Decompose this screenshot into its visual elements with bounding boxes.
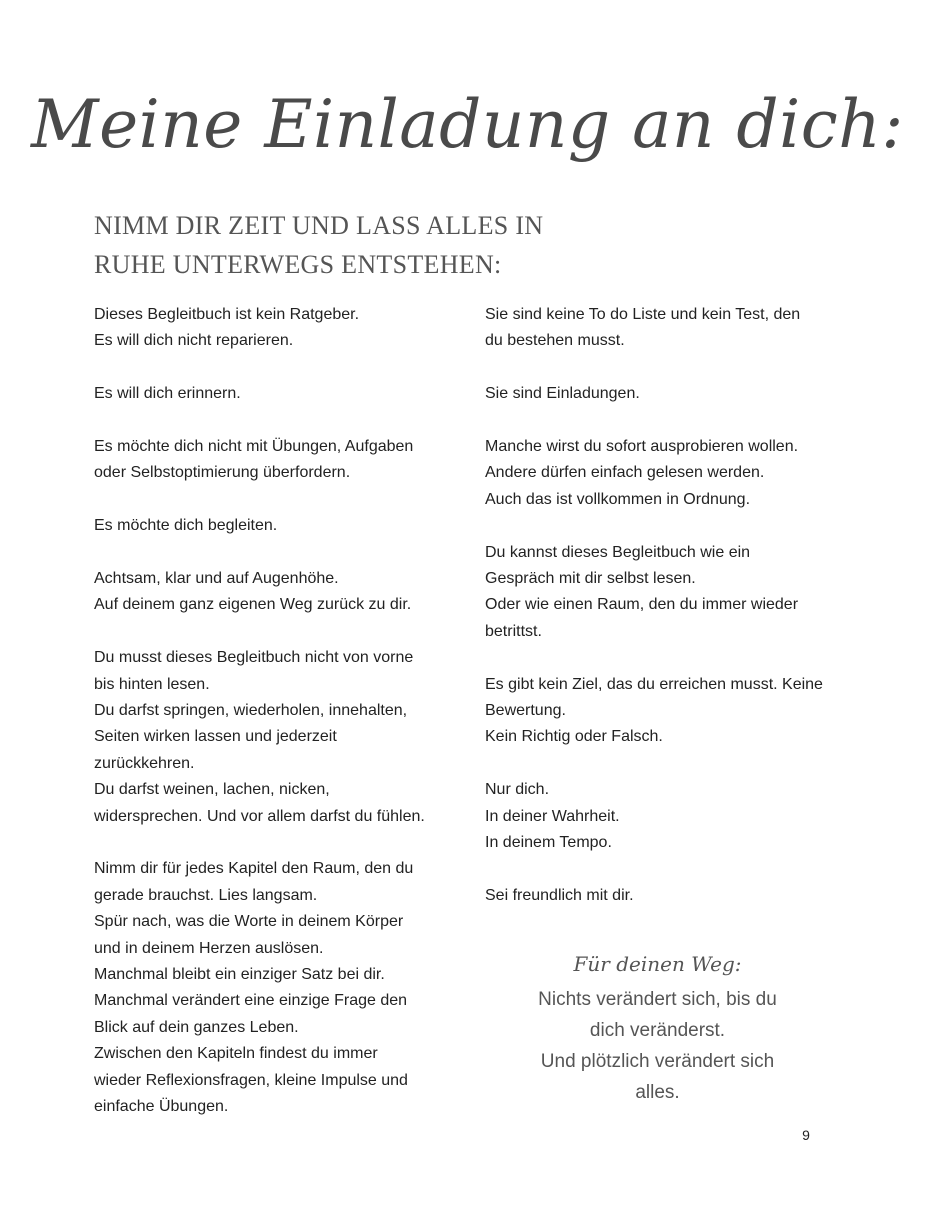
text-line: Gespräch mit dir selbst lesen. bbox=[485, 570, 696, 588]
quote-line: Nichts verändert sich, bis du bbox=[538, 989, 777, 1010]
text-line: betrittst. bbox=[485, 622, 542, 640]
text-line: Nur dich. bbox=[485, 781, 550, 799]
left-text-column bbox=[94, 302, 449, 1147]
text-line: Du darfst springen, wiederholen, innehalten, bbox=[94, 702, 408, 720]
paragraph bbox=[94, 513, 449, 539]
text-line: Du kannst dieses Begleitbuch wie ein bbox=[485, 543, 751, 561]
text-line: Es gibt kein Ziel, das du erreichen musst. Keine bbox=[485, 675, 823, 693]
paragraph bbox=[485, 434, 840, 513]
text-line: In deinem Tempo. bbox=[485, 834, 612, 852]
text-line: Spür nach, was die Worte in deinem Körper bbox=[94, 913, 404, 931]
text-line: bis hinten lesen. bbox=[94, 675, 210, 693]
text-line: Es will dich erinnern. bbox=[94, 385, 241, 403]
text-line: Andere dürfen einfach gelesen werden. bbox=[485, 464, 765, 482]
text-line: Kein Richtig oder Falsch. bbox=[485, 728, 663, 746]
paragraph bbox=[94, 302, 449, 355]
text-line: Manche wirst du sofort ausprobieren wollen. bbox=[485, 438, 799, 455]
paragraph bbox=[94, 434, 449, 487]
text-line: Seiten wirken lassen und jederzeit bbox=[94, 728, 337, 746]
paragraph bbox=[485, 777, 840, 856]
text-line: gerade brauchst. Lies langsam. bbox=[94, 886, 318, 904]
text-line: Blick auf dein ganzes Leben. bbox=[94, 1018, 299, 1036]
text-line: oder Selbstoptimierung überfordern. bbox=[94, 464, 351, 482]
right-text-column bbox=[485, 302, 840, 936]
paragraph bbox=[94, 566, 449, 619]
text-line: Manchmal bleibt ein einziger Satz bei dir. bbox=[94, 966, 385, 984]
text-line: Es möchte dich begleiten. bbox=[94, 517, 278, 535]
paragraph bbox=[485, 302, 840, 355]
paragraph bbox=[94, 381, 449, 407]
quote-box bbox=[485, 948, 830, 1108]
paragraph bbox=[94, 645, 449, 830]
section-subtitle bbox=[94, 206, 594, 284]
text-line: und in deinem Herzen auslösen. bbox=[94, 939, 324, 957]
text-line: einfache Übungen. bbox=[94, 1098, 229, 1116]
quote-line: dich veränderst. bbox=[589, 1020, 726, 1041]
text-line: du bestehen musst. bbox=[485, 332, 625, 350]
paragraph bbox=[485, 672, 840, 751]
text-line: Du musst dieses Begleitbuch nicht von vorne bbox=[94, 649, 414, 667]
text-line: Es will dich nicht reparieren. bbox=[94, 332, 294, 350]
text-line: Manchmal verändert eine einzige Frage den bbox=[94, 992, 408, 1010]
quote-heading: Für deinen Weg: bbox=[573, 952, 742, 976]
text-line: Bewertung. bbox=[485, 702, 566, 720]
text-line: Dieses Begleitbuch ist kein Ratgeber. bbox=[94, 306, 360, 323]
text-line: Sei freundlich mit dir. bbox=[485, 886, 634, 904]
text-line: Auch das ist vollkommen in Ordnung. bbox=[485, 490, 751, 508]
paragraph bbox=[485, 883, 840, 909]
text-line: Es möchte dich nicht mit Übungen, Aufgaben bbox=[94, 438, 414, 455]
subtitle-line: RUHE UNTERWEGS ENTSTEHEN: bbox=[94, 250, 502, 279]
text-line: Nimm dir für jedes Kapitel den Raum, den du bbox=[94, 860, 414, 878]
paragraph bbox=[485, 381, 840, 407]
text-line: wieder Reflexionsfragen, kleine Impulse und bbox=[94, 1071, 408, 1089]
text-line: Achtsam, klar und auf Augenhöhe. bbox=[94, 570, 339, 587]
page-number: 9 bbox=[802, 1127, 810, 1143]
text-line: zurückkehren. bbox=[94, 754, 195, 772]
paragraph bbox=[94, 856, 449, 1120]
text-line: Zwischen den Kapiteln findest du immer bbox=[94, 1045, 378, 1063]
subtitle-line: NIMM DIR ZEIT UND LASS ALLES IN bbox=[94, 211, 544, 240]
text-line: Auf deinem ganz eigenen Weg zurück zu dir. bbox=[94, 596, 412, 614]
text-line: In deiner Wahrheit. bbox=[485, 807, 620, 825]
quote-line: alles. bbox=[635, 1082, 680, 1103]
page-title: Meine Einladung an dich: bbox=[31, 86, 904, 163]
text-line: Du darfst weinen, lachen, nicken, bbox=[94, 781, 330, 799]
text-line: Sie sind keine To do Liste und kein Test, den bbox=[485, 306, 801, 323]
text-line: Sie sind Einladungen. bbox=[485, 385, 640, 403]
text-line: widersprechen. Und vor allem darfst du fühlen. bbox=[94, 807, 425, 825]
quote-line: Und plötzlich verändert sich bbox=[540, 1051, 775, 1072]
text-line: Oder wie einen Raum, den du immer wieder bbox=[485, 596, 799, 614]
paragraph bbox=[485, 540, 840, 646]
